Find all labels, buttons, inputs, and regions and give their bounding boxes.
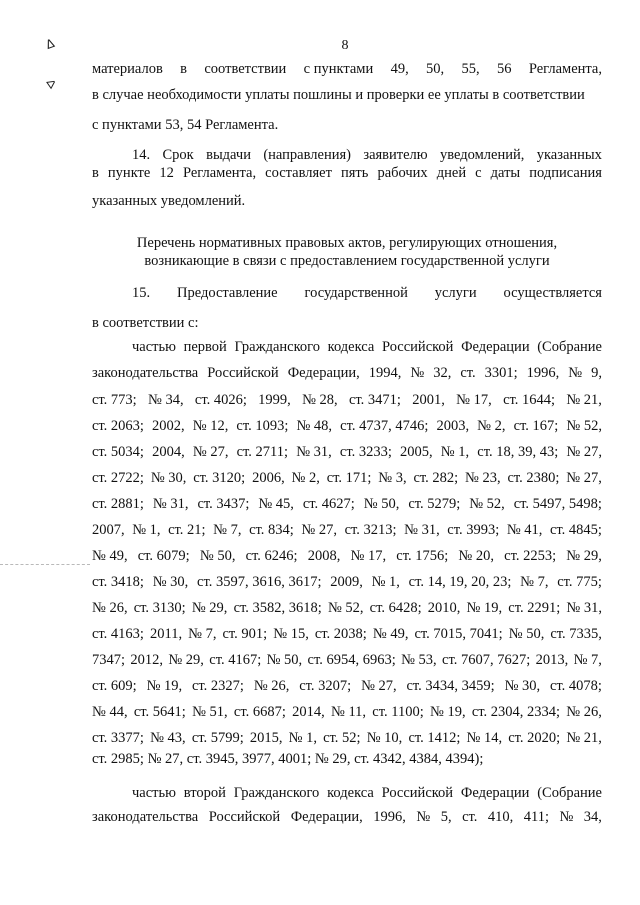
text-word: ст. 21; [168, 522, 206, 538]
text-word: первой [183, 339, 227, 355]
text-word: № 26, [253, 678, 290, 694]
text-word: 7347; [92, 652, 126, 668]
text-word: ст. 901; [222, 626, 268, 642]
text-word: № [410, 365, 425, 381]
text-word: Российской [208, 809, 281, 825]
text-word: ст. 834; [249, 522, 294, 538]
text-word: 410, [487, 809, 514, 825]
text-word: ст. [460, 365, 476, 381]
text-word: № 27, [361, 678, 397, 694]
text-word: ст. 3437; [197, 496, 250, 512]
text-word: № 7, [520, 574, 549, 590]
text-word: 32, [433, 365, 452, 381]
text-word: № 30, [504, 678, 541, 694]
text-word: № 10, [366, 730, 403, 746]
text-word: 5, [440, 809, 452, 825]
text-word: ст. 2020; [508, 730, 561, 746]
text-word: № 1, [440, 444, 470, 460]
text-word: материалов [92, 61, 163, 77]
text-word: ст. 7015, 7041; [414, 626, 503, 642]
text-word: 2005, [400, 444, 433, 460]
text-word: (направления) [263, 147, 351, 163]
text-word: (Собрание [537, 785, 602, 801]
text-line [132, 786, 602, 801]
text-word: № 49, [92, 548, 128, 564]
text-word: выдачи [206, 147, 251, 163]
text-word: 2006, [252, 470, 285, 486]
text-word: ст. 3213; [344, 522, 397, 538]
text-word: ст. 14, 19, 20, 23; [408, 574, 512, 590]
text-word: 12 [159, 165, 174, 181]
text-word: рабочих [377, 165, 428, 181]
text-line [132, 340, 602, 355]
text-word: № 15, [273, 626, 309, 642]
text-word: 2001, [412, 392, 445, 408]
text-word: ст. 3233; [339, 444, 392, 460]
text-word: № 29, [168, 652, 204, 668]
text-word: № 52, [566, 418, 602, 434]
text-word: законодательства [92, 365, 199, 381]
text-word: Регламента, [182, 165, 257, 181]
text-word: № 12, [192, 418, 229, 434]
text-word: № 17, [456, 392, 492, 408]
text-word: дней [436, 165, 467, 181]
text-word: № 7, [213, 522, 242, 538]
text-word: ст. 2304, 2334; [471, 704, 561, 720]
text-word: № 44, [92, 704, 128, 720]
text-line: ст. 2985; № 27, ст. 3945, 3977, 4001; № 29, ст. 4342, 4384, 4394); [92, 751, 484, 767]
text-word: № 19, [146, 678, 183, 694]
text-line [92, 810, 602, 825]
text-word: ст. 5497, 5498; [513, 496, 602, 512]
text-word: ст. 2881; [92, 496, 144, 512]
text-word: ст. 3597, 3616, 3617; [197, 574, 322, 590]
text-word: ст. 5799; [191, 730, 244, 746]
text-word: ст. 4845; [550, 522, 602, 538]
text-word: 2004, [152, 444, 185, 460]
text-word: ст. 171; [326, 470, 372, 486]
text-word: Гражданского [233, 785, 320, 801]
text-line [92, 445, 602, 460]
text-line [92, 393, 602, 408]
text-line [92, 471, 602, 486]
text-word: ст. 1756; [396, 548, 449, 564]
text-word: № [568, 365, 583, 381]
text-word: 411; [523, 809, 549, 825]
text-word: № 31, [152, 496, 189, 512]
text-word: Гражданского [234, 339, 321, 355]
text-word: № 26, [92, 600, 128, 616]
text-word: пять [340, 165, 369, 181]
text-word: № 50, [199, 548, 236, 564]
text-word: 55, [461, 61, 480, 77]
text-word: ст. 3418; [92, 574, 144, 590]
text-word: № 27, [566, 470, 602, 486]
text-word: № 50, [266, 652, 303, 668]
text-word: 2014, [292, 704, 325, 720]
text-word: 34, [583, 809, 602, 825]
text-word: № 27, [301, 522, 337, 538]
text-word: ст. 2253; [504, 548, 557, 564]
text-word: 2011, [150, 626, 183, 642]
text-word: в [180, 61, 188, 77]
text-word: ст. 4737, 4746; [340, 418, 429, 434]
text-word: ст. 609; [92, 678, 137, 694]
text-word: даты [490, 165, 521, 181]
text-line: с пунктами 53, 54 Регламента. [92, 117, 279, 133]
text-line [92, 731, 602, 746]
text-word: Российской [381, 339, 454, 355]
text-line [132, 286, 602, 301]
text-word: № [559, 809, 574, 825]
text-word: ст. 3993; [447, 522, 500, 538]
text-word: Федерации [461, 339, 530, 355]
text-word: Регламента, [528, 61, 602, 77]
text-word: № 17, [350, 548, 387, 564]
text-word: ст. 1100; [372, 704, 424, 720]
text-word: ст. 1412; [408, 730, 461, 746]
text-word: ст. 3130; [133, 600, 186, 616]
text-word: 3301; [484, 365, 518, 381]
text-word: ст. 7335, [550, 626, 602, 642]
text-word: № 19, [429, 704, 466, 720]
text-word: ст. 2291; [508, 600, 561, 616]
text-line [132, 148, 602, 163]
text-line [92, 601, 602, 616]
text-word: № 21, [566, 392, 602, 408]
text-line: в соответствии с: [92, 315, 199, 331]
text-line: в случае необходимости уплаты пошлины и проверки ее уплаты в соответствии [92, 87, 585, 103]
text-word: 1996, [373, 809, 406, 825]
text-word: ст. [462, 809, 478, 825]
text-word: ст. 2038; [314, 626, 367, 642]
text-word: 49, [390, 61, 409, 77]
text-word: в [92, 165, 99, 181]
text-word: ст. 5034; [92, 444, 144, 460]
text-word: 2008, [307, 548, 341, 564]
text-word: Федерации [460, 785, 530, 801]
text-word: ст. 5641; [133, 704, 186, 720]
text-word: ст. 2327; [192, 678, 244, 694]
text-word: Федерации, [290, 809, 363, 825]
text-word: 2010, [427, 600, 461, 616]
text-word: 2012, [130, 652, 163, 668]
text-word: ст. 3582, 3618; [233, 600, 322, 616]
text-word: Срок [162, 147, 194, 163]
text-word: № 48, [296, 418, 333, 434]
text-word: ст. 4163; [92, 626, 144, 642]
text-word: частью [132, 785, 176, 801]
text-line [92, 366, 602, 381]
text-word: № 1, [132, 522, 161, 538]
text-word: 1994, [368, 365, 402, 381]
text-word: ст. 52; [323, 730, 361, 746]
text-word: государственной [304, 285, 408, 301]
text-word: ст. 2722; [92, 470, 144, 486]
text-word: № 41, [506, 522, 543, 538]
text-line [92, 497, 602, 512]
text-word: № 52, [469, 496, 505, 512]
text-word: Предоставление [177, 285, 278, 301]
text-word: (Собрание [537, 339, 602, 355]
text-word: ст. 6079; [137, 548, 190, 564]
text-word: законодательства [92, 809, 199, 825]
text-line [92, 166, 602, 181]
text-word: второй [183, 785, 226, 801]
text-word: № 51, [192, 704, 228, 720]
text-word: № 34, [148, 392, 184, 408]
text-word: № 29, [566, 548, 602, 564]
text-word: № 23, [465, 470, 501, 486]
text-word: 50, [426, 61, 445, 77]
text-word: 1996, [526, 365, 560, 381]
text-line [92, 627, 602, 642]
text-word: ст. 7607, 7627; [442, 652, 531, 668]
text-word: № 1, [288, 730, 317, 746]
text-word: № 31, [404, 522, 440, 538]
text-word: с [475, 165, 482, 181]
text-line [92, 549, 602, 564]
text-word: ст. 3471; [348, 392, 401, 408]
text-word: ст. 2063; [92, 418, 144, 434]
text-word: ст. 773; [92, 392, 137, 408]
text-word: ст. 2711; [236, 444, 289, 460]
text-word: № 21, [566, 730, 602, 746]
text-line [92, 653, 602, 668]
text-word: Федерации, [287, 365, 360, 381]
text-word: уведомлений, [440, 147, 525, 163]
text-word: № 20, [458, 548, 494, 564]
text-word: ст. 6687; [233, 704, 286, 720]
text-word: № 50, [508, 626, 545, 642]
text-word: 2015, [249, 730, 283, 746]
text-word: 2013, [535, 652, 569, 668]
text-word: № 30, [152, 574, 189, 590]
text-word: № 26, [566, 704, 602, 720]
text-word: № 43, [150, 730, 186, 746]
text-word: ст. 4167; [209, 652, 262, 668]
text-line: указанных уведомлений. [92, 193, 246, 209]
text-word: услуги [434, 285, 477, 301]
text-word: № 1, [371, 574, 400, 590]
text-word: ст. 1093; [236, 418, 289, 434]
text-word: ст. 5279; [408, 496, 461, 512]
text-word: № 27, [192, 444, 229, 460]
text-word: 56 [496, 61, 512, 77]
text-word: составляет [265, 165, 332, 181]
text-line [92, 575, 602, 590]
text-word: ст. 3120; [193, 470, 246, 486]
text-word: ст. 6428; [369, 600, 422, 616]
text-word: частью [132, 339, 176, 355]
text-word: № 31, [566, 600, 602, 616]
text-word: № 45, [258, 496, 294, 512]
text-line [92, 679, 602, 694]
text-word: Российской [207, 365, 279, 381]
text-word: 2007, [92, 522, 125, 538]
text-line [92, 523, 602, 538]
text-word: № 2, [291, 470, 320, 486]
text-word: ст. 4627; [302, 496, 355, 512]
text-word: № 19, [466, 600, 503, 616]
text-word: ст. 282; [413, 470, 459, 486]
page-number: 8 [341, 38, 349, 53]
text-word: 15. [132, 285, 151, 301]
text-word: № 27, [566, 444, 602, 460]
text-line [92, 419, 602, 434]
text-word: ст. 3377; [92, 730, 144, 746]
text-word: № 31, [296, 444, 332, 460]
text-word: указанных [536, 147, 602, 163]
text-word: ст. 6246; [245, 548, 298, 564]
text-word: кодекса [327, 339, 375, 355]
text-word: 2003, [436, 418, 470, 434]
text-line: возникающие в связи с предоставлением государственной услуги [144, 253, 550, 269]
text-word: ст. 18, 39, 43; [477, 444, 559, 460]
text-word: соответствии [204, 61, 287, 77]
text-word: Российской [381, 785, 454, 801]
text-word: заявителю [363, 147, 428, 163]
text-word: 2002, [152, 418, 185, 434]
text-line: Перечень нормативных правовых актов, регулирующих отношения, [136, 235, 558, 251]
text-word: с пунктами [303, 61, 374, 77]
text-word: пункте [107, 165, 151, 181]
text-word: № 14, [466, 730, 503, 746]
text-word: ст. 775; [557, 574, 602, 590]
text-word: подписания [529, 165, 602, 181]
scan-mark-top: ᐃ [43, 36, 57, 52]
text-word: № 50, [363, 496, 400, 512]
text-line [92, 705, 602, 720]
text-word: ст. 6954, 6963; [307, 652, 396, 668]
text-word: № 49, [372, 626, 409, 642]
text-word: 14. [132, 147, 151, 163]
text-word: № 29, [191, 600, 228, 616]
text-word: № 53, [401, 652, 437, 668]
text-word: 1999, [258, 392, 291, 408]
text-word: 9, [591, 365, 602, 381]
text-word: ст. 4026; [194, 392, 247, 408]
text-word: ст. 3434, 3459; [406, 678, 495, 694]
text-word: 2009, [330, 574, 363, 590]
text-word: № [416, 809, 431, 825]
text-word: № 28, [302, 392, 338, 408]
text-word: № 30, [150, 470, 187, 486]
text-word: № 3, [378, 470, 407, 486]
text-word: осуществляется [503, 285, 602, 301]
text-word: № 7, [188, 626, 217, 642]
text-word: ст. 167; [513, 418, 559, 434]
text-word: № 2, [477, 418, 506, 434]
text-word: ст. 2380; [507, 470, 560, 486]
text-word: № 11, [331, 704, 367, 720]
text-word: кодекса [327, 785, 374, 801]
margin-dashes [0, 564, 90, 565]
text-word: ст. 3207; [299, 678, 352, 694]
text-word: № 7, [573, 652, 602, 668]
text-line [92, 62, 602, 77]
text-word: ст. 1644; [503, 392, 556, 408]
text-word: ст. 4078; [550, 678, 602, 694]
text-word: № 52, [327, 600, 364, 616]
scan-mark-bottom: ᐅ [43, 75, 60, 93]
